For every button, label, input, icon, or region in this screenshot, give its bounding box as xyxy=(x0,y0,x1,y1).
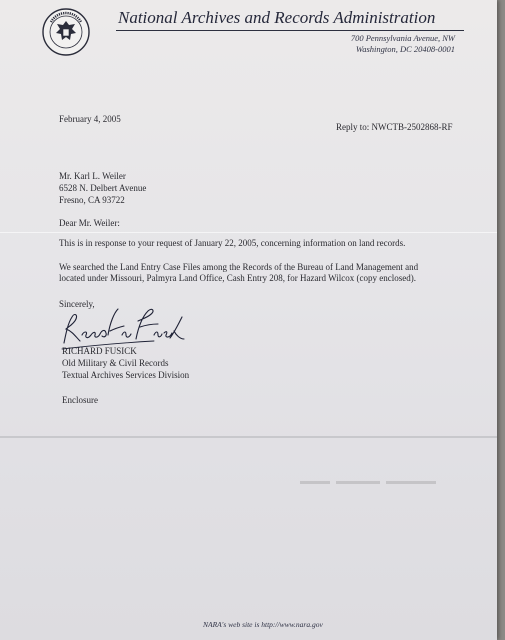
paper-fold xyxy=(0,232,497,233)
paragraph-2-line-2: located under Missouri, Palmyra Land Office, Cash Entry 208, for Hazard Wilcox (copy enclosed). xyxy=(59,273,416,283)
recipient-city: Fresno, CA 93722 xyxy=(59,195,125,205)
agency-name: National Archives and Records Administration xyxy=(118,8,436,27)
paragraph-1: This is in response to your request of January 22, 2005, concerning information on land records. xyxy=(59,238,406,248)
reply-reference: Reply to: NWCTB-2502868-RF xyxy=(336,122,453,132)
website-footer: NARA's web site is http://www.nara.gov xyxy=(203,620,323,629)
signer-title-1: Old Military & Civil Records xyxy=(62,358,169,368)
show-through-text xyxy=(300,476,440,490)
signer-title-2: Textual Archives Services Division xyxy=(62,370,190,380)
salutation: Dear Mr. Weiler: xyxy=(59,218,120,228)
recipient-name: Mr. Karl L. Weiler xyxy=(59,171,126,181)
header-rule xyxy=(116,30,464,31)
letter-date: February 4, 2005 xyxy=(59,114,121,124)
signer-name: RICHARD FUSICK xyxy=(62,346,137,356)
paper-fold xyxy=(0,436,497,438)
enclosure-note: Enclosure xyxy=(62,395,98,405)
paragraph-2-line-1: We searched the Land Entry Case Files among the Records of the Bureau of Land Management and xyxy=(59,262,419,272)
closing: Sincerely, xyxy=(59,299,95,309)
address-line-2: Washington, DC 20408-0001 xyxy=(355,44,455,54)
nara-seal-logo xyxy=(42,8,90,56)
address-line-1: 700 Pennsylvania Avenue, NW xyxy=(350,33,455,43)
recipient-street: 6528 N. Delbert Avenue xyxy=(59,183,147,193)
